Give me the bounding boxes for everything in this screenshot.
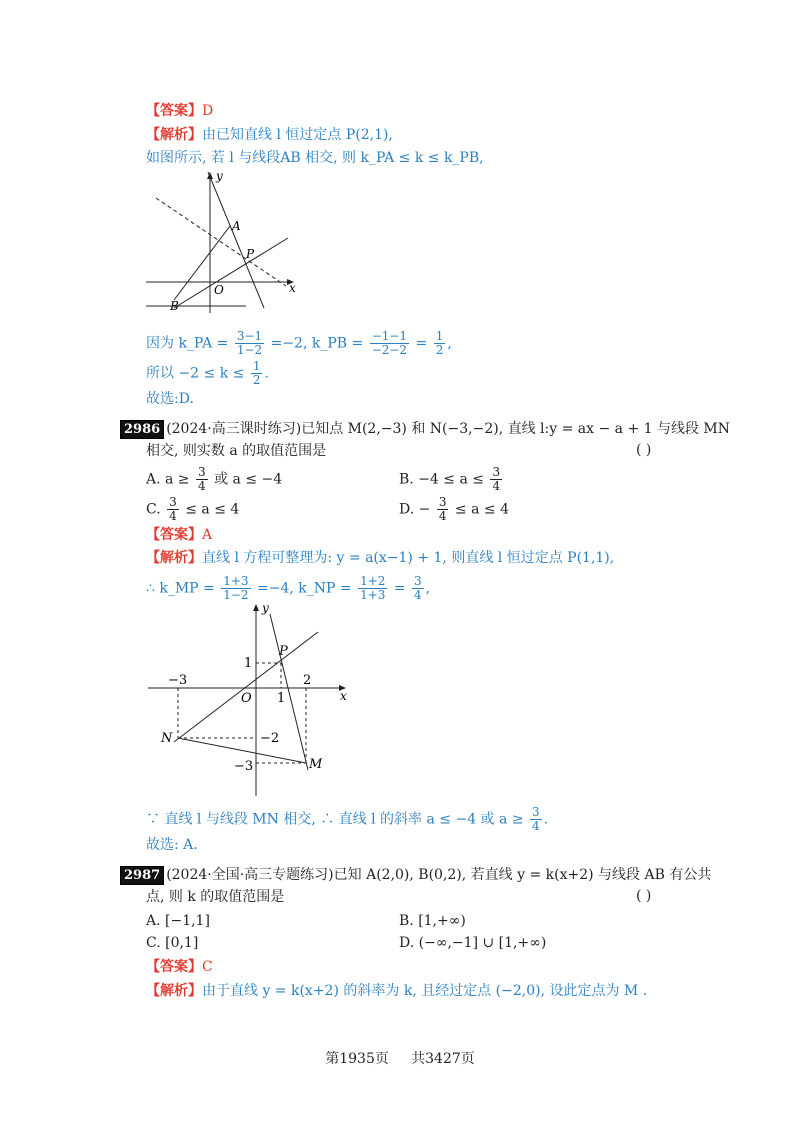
frac-num: 1	[252, 359, 261, 373]
frac-den: −2−2	[371, 343, 408, 357]
answer-line-2987	[146, 958, 213, 976]
frac-den: 4	[169, 509, 177, 523]
fig-label-y: y	[216, 169, 223, 183]
fraction-three-quarters	[196, 466, 208, 493]
answer-label: 【答案】	[146, 103, 202, 119]
option-c: C. [0,1]	[146, 935, 199, 951]
frac-den: 4	[438, 509, 447, 523]
text-eq: =	[393, 580, 406, 597]
text-prefix: ∴ k_MP =	[146, 580, 215, 597]
answer-label: 【答案】	[146, 527, 202, 543]
stem-text: (2024·全国·高三专题练习)已知 A(2,0), B(0,2), 若直线 y = k(x+2) 与线段 AB 有公共	[166, 867, 712, 883]
option-a	[146, 466, 282, 493]
fig-label-p: P	[279, 644, 288, 659]
frac-num: 3	[169, 495, 177, 509]
fig-label-n: N	[161, 731, 173, 746]
fig-label-y: y	[262, 601, 269, 615]
option-b: B. [1,+∞)	[399, 913, 466, 929]
analysis-label: 【解析】	[146, 550, 202, 566]
analysis-line	[146, 126, 393, 144]
opt-text: 或 a ≤ −4	[214, 471, 283, 488]
frac-num: 3	[492, 465, 501, 479]
analysis-label: 【解析】	[146, 983, 202, 999]
frac-den: 4	[414, 588, 422, 602]
question-2987-stem-2: 点, 则 k 的取值范围是	[146, 889, 285, 905]
option-d: D. (−∞,−1] ∪ [1,+∞)	[399, 935, 547, 951]
question-2986-stem-2: 相交, 则实数 a 的取值范围是	[146, 443, 327, 459]
fraction-kmp	[221, 575, 250, 602]
answer-paren: ( )	[636, 442, 652, 458]
fig-label-x: x	[289, 281, 296, 295]
opt-text: ≤ a ≤ 4	[454, 501, 509, 518]
fig-label-neg2: −2	[260, 731, 280, 746]
frac-den: 4	[532, 819, 540, 833]
option-c	[146, 496, 239, 523]
option-d	[399, 496, 509, 523]
answer-value: A	[202, 527, 213, 543]
answer-value: D	[202, 103, 214, 119]
frac-num: 3	[414, 574, 422, 588]
question-number: 2986	[120, 420, 164, 439]
fig-label-o: O	[214, 283, 224, 297]
fraction-three-quarters	[437, 496, 449, 523]
frac-den: 2	[435, 343, 444, 357]
analysis-text-2986-3	[146, 806, 548, 833]
fig-label-p: P	[246, 247, 255, 261]
page-footer	[0, 1048, 800, 1068]
frac-num: 3	[198, 465, 206, 479]
figure-segment-mn	[146, 600, 356, 800]
analysis-text-4	[146, 360, 269, 387]
text-comma: ,	[447, 335, 452, 352]
opt-text: A. a ≥	[146, 471, 190, 488]
answer-label: 【答案】	[146, 959, 202, 975]
frac-num: 1	[435, 329, 444, 343]
question-number: 2987	[120, 866, 164, 885]
answer-line-2986	[146, 526, 212, 544]
fraction-three-quarters	[490, 466, 502, 493]
text-prefix: ∵ 直线 l 与线段 MN 相交, ∴ 直线 l 的斜率 a ≤ −4 或 a ≥	[146, 811, 524, 828]
fig-label-b: B	[170, 299, 179, 313]
frac-num: 1+3	[223, 574, 249, 588]
conclusion-2986: 故选: A.	[146, 837, 198, 853]
fig-label-m: M	[309, 757, 323, 772]
figure-line-segment-ab	[146, 168, 306, 318]
option-b	[399, 466, 504, 493]
frac-num: 1+2	[360, 574, 386, 588]
line-mp	[270, 614, 308, 770]
dashed-line	[156, 198, 286, 286]
opt-text: D. −	[399, 501, 431, 518]
opt-text: ≤ a ≤ 4	[185, 501, 240, 518]
text-mid: =−2, k_PB =	[270, 335, 364, 352]
text-because: 因为 k_PA =	[146, 335, 229, 352]
analysis-line-2986	[146, 549, 614, 567]
opt-text: B. −4 ≤ a ≤	[399, 471, 484, 488]
analysis-label: 【解析】	[146, 127, 202, 143]
opt-text: C.	[146, 501, 161, 518]
line-np	[174, 632, 318, 742]
frac-num: −1−1	[371, 329, 408, 343]
analysis-text: 直线 l 方程可整理为: y = a(x−1) + 1, 则直线 l 恒过定点 P(1,1),	[202, 550, 615, 566]
fig-label-1x: 1	[277, 691, 286, 706]
question-2987-stem	[120, 866, 711, 885]
analysis-text-3	[146, 330, 452, 357]
frac-num: 3	[532, 805, 540, 819]
fraction-kpb	[370, 330, 409, 357]
text-period: .	[543, 811, 549, 828]
fraction-half-2	[251, 360, 263, 387]
text-comma: ,	[425, 580, 431, 597]
text-eq: =	[415, 335, 428, 352]
text-so: 所以 −2 ≤ k ≤	[146, 365, 245, 382]
line-bp	[174, 238, 288, 308]
frac-den: 1+3	[360, 588, 386, 602]
analysis-text-2986-2	[146, 575, 430, 602]
conclusion: 故选:D.	[146, 391, 194, 407]
text-period: .	[264, 365, 269, 382]
fraction-three-quarters	[167, 496, 179, 523]
fig-label-neg3y: −3	[234, 759, 254, 774]
analysis-text-2: 如图所示, 若 l 与线段AB 相交, 则 k_PA ≤ k ≤ k_PB,	[146, 150, 484, 166]
fig-label-1y: 1	[244, 656, 253, 671]
fraction-three-quarters	[530, 806, 542, 833]
page-total: 共3427页	[411, 1051, 475, 1067]
fraction-knp	[358, 575, 387, 602]
analysis-text: 由于直线 y = k(x+2) 的斜率为 k, 且经过定点 (−2,0), 设此定点为 M .	[202, 983, 648, 999]
fig-label-o: O	[241, 691, 252, 706]
answer-value: C	[202, 959, 213, 975]
frac-num: 3	[438, 495, 447, 509]
fraction-kpa	[235, 330, 264, 357]
fraction-three-quarters	[412, 575, 424, 602]
fraction-half	[434, 330, 446, 357]
answer-line-prev	[146, 102, 213, 120]
option-a: A. [−1,1]	[146, 913, 210, 929]
fig-label-neg3x: −3	[168, 673, 188, 688]
stem-text: (2024·高三课时练习)已知点 M(2,−3) 和 N(−3,−2), 直线 l:y = ax − a + 1 与线段 MN	[166, 421, 731, 437]
page-number: 第1935页	[325, 1051, 389, 1067]
frac-den: 1−2	[236, 343, 263, 357]
frac-den: 1−2	[223, 588, 249, 602]
fig-label-2: 2	[303, 673, 312, 688]
frac-den: 2	[252, 373, 261, 387]
frac-den: 4	[198, 479, 206, 493]
answer-paren: ( )	[636, 888, 652, 904]
frac-den: 4	[492, 479, 501, 493]
question-2986-stem	[120, 420, 730, 439]
frac-num: 3−1	[236, 329, 263, 343]
fig-label-a: A	[232, 219, 241, 233]
y-axis-arrow-icon	[253, 604, 259, 611]
fig-label-x: x	[340, 689, 347, 703]
text-mid: =−4, k_NP =	[257, 580, 352, 597]
analysis-text: 由已知直线 l 恒过定点 P(2,1),	[202, 127, 393, 143]
analysis-line-2987	[146, 982, 647, 1000]
